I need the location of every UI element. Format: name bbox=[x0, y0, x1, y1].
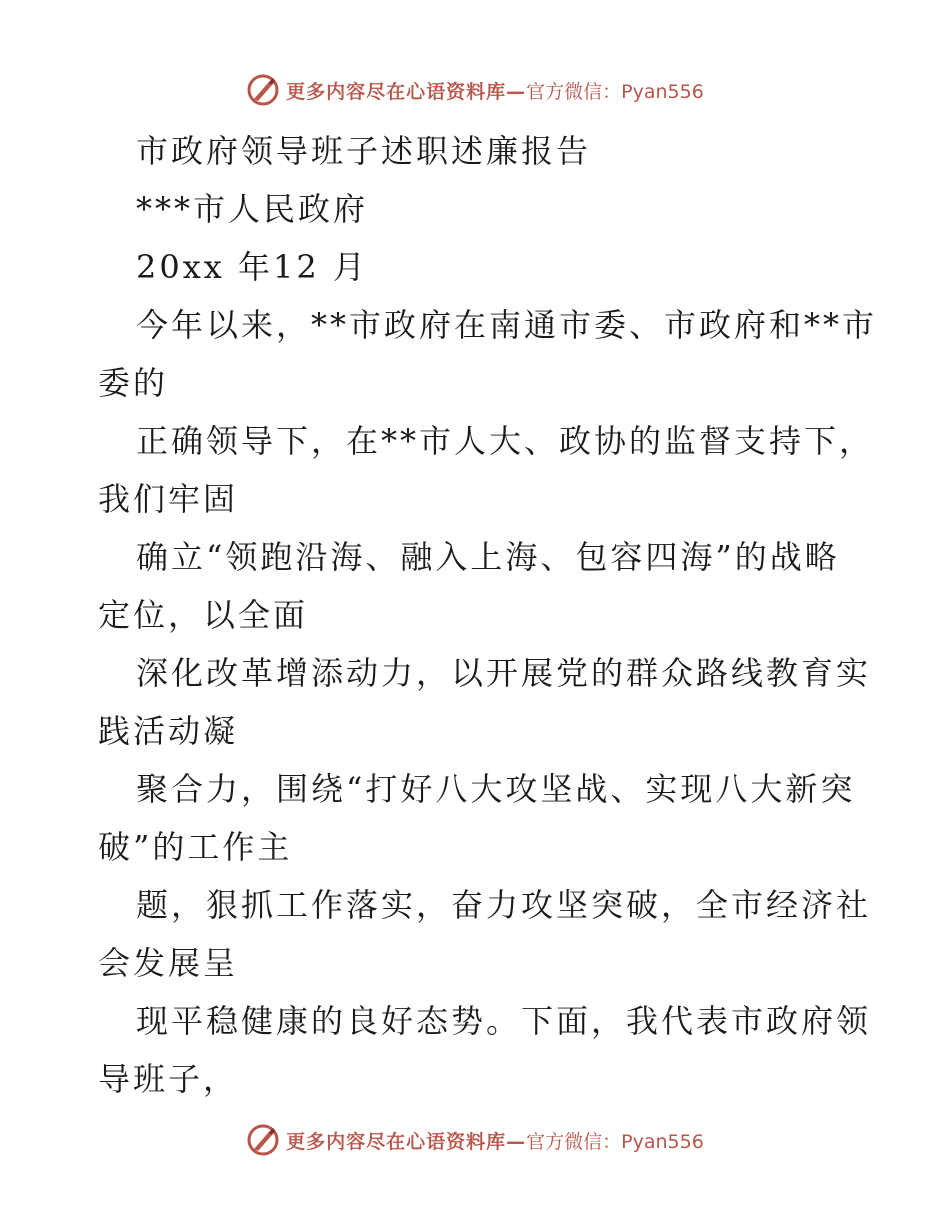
paragraph-line: 确立“领跑沿海、融入上海、包容四海”的战略 bbox=[136, 538, 840, 576]
paragraph-line: 践活动凝 bbox=[98, 712, 239, 750]
banner-wechat: 官方微信：Pyan556 bbox=[526, 80, 704, 103]
document-author: ***市人民政府 bbox=[136, 190, 369, 228]
pen-logo-icon bbox=[246, 1123, 280, 1157]
footer-banner bbox=[0, 1120, 950, 1160]
paragraph-line: 定位，以全面 bbox=[98, 596, 309, 634]
document-date: 20xx 年12 月 bbox=[136, 248, 368, 286]
paragraph-line: 聚合力，围绕“打好八大攻坚战、实现八大新突 bbox=[136, 770, 856, 808]
document-title: 市政府领导班子述职述廉报告 bbox=[136, 132, 592, 170]
paragraph-line: 破”的工作主 bbox=[98, 828, 293, 866]
paragraph-line: 深化改革增添动力，以开展党的群众路线教育实 bbox=[136, 654, 872, 692]
paragraph-line: 现平稳健康的良好态势。下面，我代表市政府领 bbox=[136, 1002, 872, 1040]
paragraph-line: 今年以来，**市政府在南通市委、市政府和**市 bbox=[136, 306, 878, 344]
banner-text: 更多内容尽在心语资料库— bbox=[286, 80, 527, 103]
document-body bbox=[98, 122, 878, 1108]
paragraph-line: 会发展呈 bbox=[98, 944, 239, 982]
paragraph-line: 我们牢固 bbox=[98, 480, 239, 518]
paragraph-line: 委的 bbox=[98, 364, 169, 402]
header-banner bbox=[0, 70, 950, 110]
banner-wechat: 官方微信：Pyan556 bbox=[526, 1130, 704, 1153]
paragraph-line: 导班子， bbox=[98, 1060, 239, 1098]
banner-text: 更多内容尽在心语资料库— bbox=[286, 1130, 527, 1153]
pen-logo-icon bbox=[246, 73, 280, 107]
paragraph-line: 题，狠抓工作落实，奋力攻坚突破，全市经济社 bbox=[136, 886, 872, 924]
paragraph-line: 正确领导下，在**市人大、政协的监督支持下， bbox=[136, 422, 875, 460]
